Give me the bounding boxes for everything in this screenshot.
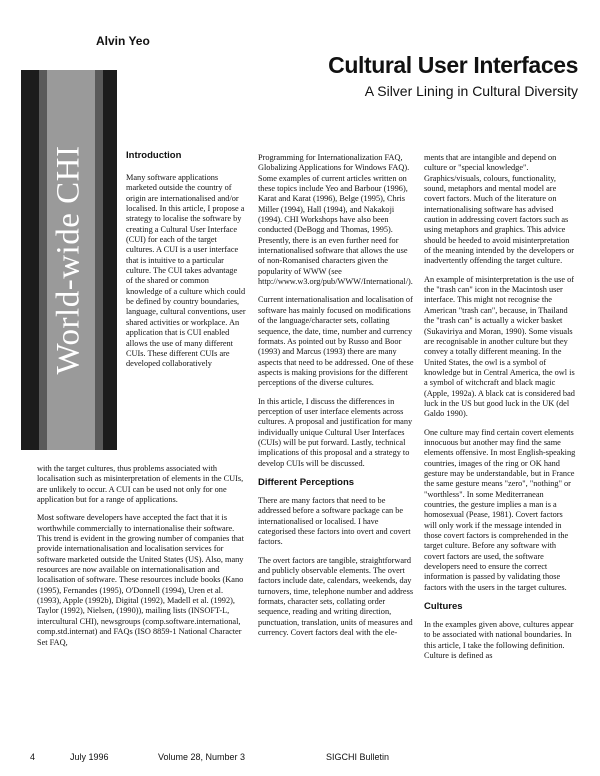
paragraph: In the examples given above, cultures appear to be associated with national boundaries. In this article, I take the following definition. Culture is defined as bbox=[424, 620, 574, 661]
section-banner-label: World-wide CHI bbox=[50, 145, 87, 375]
volume-info: Volume 28, Number 3 bbox=[158, 752, 246, 762]
article-subtitle: A Silver Lining in Cultural Diversity bbox=[364, 83, 578, 99]
paragraph: Most software developers have accepted the fact that it is worthwhile commercially to internationalise their software. This trend is evident in the growing number of companies that provide internationalisation and localisation services for software marketed outside the United States (US). Also, many resources are now available on internationalisation and localisation of software. These resources include books (Kano (1995), Fernandes (1995), O'Donnell (1994), Uren et al. (1993), Apple (1992b), Digital (1992), Madell et al. (1992), Taylor (1992), Nielsen, (1990)), mailing lists (INSOFT-L, intercultural CHI), newsgroups (comp.software.international, comp.std.internat) and FAQs (ISO 8859-1 National Character Set FAQ, bbox=[37, 513, 244, 647]
paragraph: Many software applications marketed outside the country of origin are internationalised and/or localised. In this article, I propose a strategy to localise the software by creating a Cultural User Interface (CUI) for each of the target cultures. A CUI is a user interface that is intuitive to a particular culture. The CUI takes advantage of the shared or common knowledge of a culture which could be defined by country boundaries, language, cultural conventions, user shared activities or workplace. An application that is CUI enabled allows the use of many different CUIs. These different CUIs are developed collaboratively bbox=[126, 173, 246, 369]
author-name: Alvin Yeo bbox=[96, 34, 150, 48]
paragraph: ments that are intangible and depend on culture or "special knowledge". Graphics/visuals, colours, functionality, sound, metaphors and mental model are covert factors. Much of the literature on internationalising software has advised caution in addressing covert factors such as using metaphors and graphics. This advice should be heeded to avoid misinterpretation of the meaning intended by the developers or inadvertently offending the target culture. bbox=[424, 153, 574, 266]
paragraph: An example of misinterpretation is the use of the "trash can" icon in the Macintosh user interface. This might not recognise the American "trash can", because, in Thailand the "trash can" is actually a wicker basket (Sukaviriya and Moran, 1990). Some visuals are recognisable in another culture but they convey a totally different meaning. In the United States, the owl is a symbol of knowledge but in Central America, the owl is a symbol of witchcraft and black magic (Apple, 1992a). A black cat is considered bad luck in the US but good luck in the UK (del Galdo 1990). bbox=[424, 274, 575, 419]
paragraph: There are many factors that need to be addressed before a software package can be internationalised or localised. I have categorised these factors into overt and covert factors. bbox=[258, 495, 411, 547]
issue-date: July 1996 bbox=[70, 752, 109, 762]
column-1-inset bbox=[96, 173, 246, 378]
column-3 bbox=[424, 153, 576, 669]
paragraph: In this article, I discuss the differences in perception of user interface elements across cultures. A proposal and justification for many individually unique Cultural User Interfaces (CUIs) will be put forward. Lastly, technical implications of this proposal and a strategy to develop CUIs will be discussed. bbox=[258, 396, 413, 468]
publication-name: SIGCHI Bulletin bbox=[326, 752, 390, 762]
paragraph: The overt factors are tangible, straightforward and publicly observable elements. The overt factors include date, calendars, weekends, day turnovers, time, telephone number and address formats, character sets, collating order sequence, reading and writing direction, punctuation, translation, units of measures and currency. Covert factors deal with the ele- bbox=[258, 555, 414, 638]
article-title: Cultural User Interfaces bbox=[328, 52, 578, 78]
column-1-lower bbox=[37, 464, 249, 656]
paragraph: Programming for Internationalization FAQ, Globalizing Applications for Windows FAQ). Some examples of current articles written on these topics include Yeo and Barbour (1996), Karat and Karat (1996), Belge (1995), Chris Miller (1994), Hall (1994), and Nakakoji (1994). CHI Workshops have also been conducted (DeBogg and Thomas, 1995). Presently, there is an even further need for internationalised software that allows the use of non-Romanised characters given the popularity of WWW (see http://www.w3.org/pub/WWW/International/). bbox=[258, 153, 413, 287]
heading-different-perceptions: Different Perceptions bbox=[258, 476, 355, 488]
paragraph: One culture may find certain covert elements innocuous but another may find the same elements offensive. In most English-speaking countries, images of the ring or OK hand gesture may be understandable, but in France the same gesture means "zero", "nothing" or "worthless". In some Mediterranean countries, the gesture implies a man is a homosexual (Pease, 1981). Covert factors will only work if the message intended in those covert factors is comprehended in the target culture. Before any software with covert factors are used, the software developers need to ensure the correct information is passed by validating those factors with the users in the target cultures. bbox=[424, 427, 576, 592]
heading-cultures: Cultures bbox=[424, 601, 463, 613]
paragraph: Current internationalisation and localisation of software has mainly focused on modifications of the language/character sets, collating sequence, the date, time, number and currency formats. As pointed out by Russo and Boor (1993) and Marcus (1993) there are many aspects that need to be addressed. One of these aspects is making provisions for the different perceptions of the diverse cultures. bbox=[258, 295, 414, 388]
paragraph: with the target cultures, thus problems associated with localisation such as misinterpretation of elements in the CUIs, are unlikely to occur. A CUI can be used not only for one application but for a range of applications. bbox=[37, 464, 244, 505]
heading-introduction: Introduction bbox=[126, 150, 182, 161]
page-number: 4 bbox=[30, 752, 36, 762]
column-2 bbox=[258, 153, 414, 646]
